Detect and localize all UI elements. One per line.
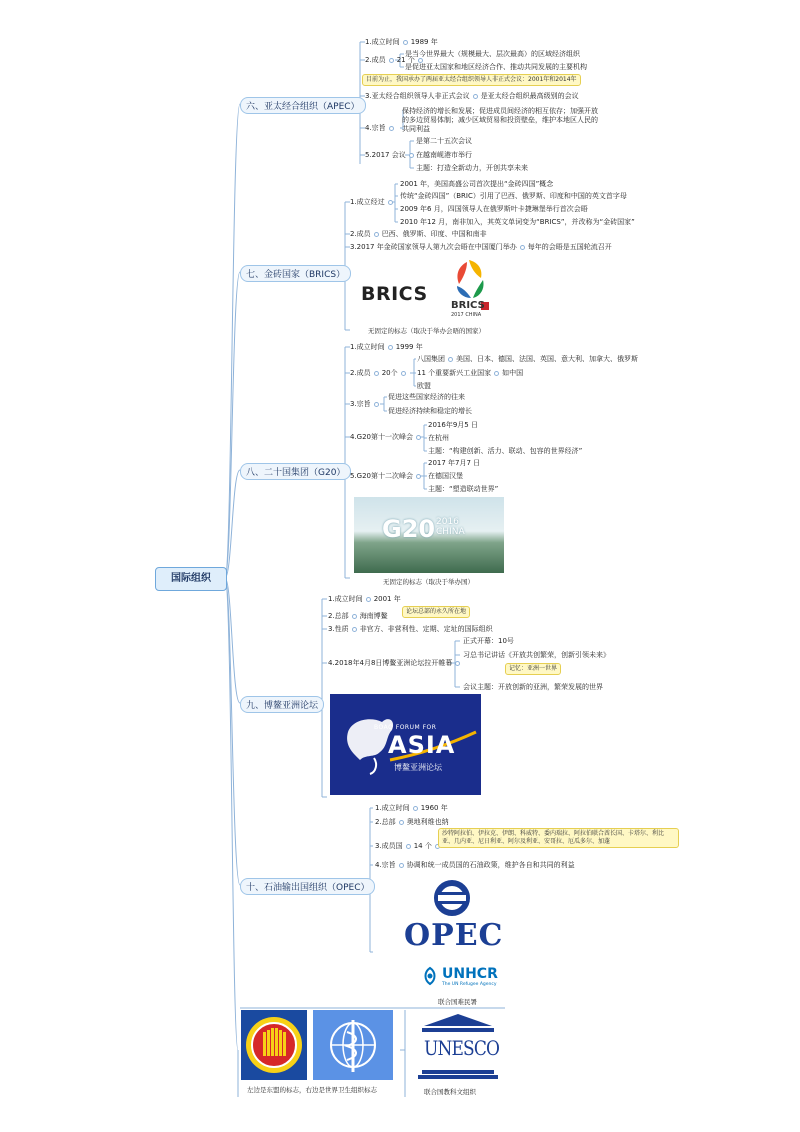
brics-2017-logo: BRICS 2017 CHINA — [445, 256, 501, 322]
brics-process-4: 2010 年12 月，南非加入，其英文单词变为“BRICS”，并改称为“金砖国家” — [400, 218, 635, 226]
node-dot-icon — [409, 153, 414, 158]
node-dot-icon — [406, 844, 411, 849]
unhcr-caption: 联合国难民署 — [438, 998, 477, 1006]
unhcr-logo: UNHCR The UN Refugee Agency — [420, 962, 504, 990]
brics-summit-row — [350, 243, 612, 252]
node-dot-icon — [366, 597, 371, 602]
boao-event3: 会议主题：开放创新的亚洲，繁荣发展的世界 — [463, 683, 603, 691]
g20-founded-value: 1999 年 — [395, 343, 423, 351]
node-dot-icon — [416, 474, 421, 479]
brics-caption: 无固定的标志（取决于举办会晤的国家） — [368, 327, 485, 335]
g20-s11-label: 4.G20第十一次峰会 — [350, 433, 424, 442]
branch-g20[interactable]: 八、二十国集团（G20） — [240, 463, 351, 480]
unhcr-emblem-icon — [422, 966, 438, 986]
apec-2017-item2: 在越南岘港市举行 — [416, 151, 472, 159]
opec-hq-value: 奥地利维也纳 — [406, 818, 449, 826]
g20-g8-label: 八国集团 — [417, 355, 445, 363]
boao-nature-value: 非官方、非营利性、定期、定址的国际组织 — [359, 625, 493, 633]
g20-founded-label: 1.成立时间 — [350, 343, 385, 351]
boao-event1: 正式开幕：10号 — [463, 637, 514, 645]
apec-meeting-desc: 是亚太经合组织最高级别的会议 — [480, 92, 579, 100]
g20-members-row — [350, 369, 409, 378]
node-dot-icon — [403, 40, 408, 45]
brics-logo-plain: BRICS — [353, 263, 433, 321]
g20-members-count: 20个 — [381, 369, 398, 377]
g20-hangzhou-photo: G20 2016 CHINA — [354, 497, 504, 573]
boao-hq-label: 2.总部 — [328, 612, 349, 620]
apec-member-desc2: 是促进亚太国家和地区经济合作、推动共同发展的主要机构 — [405, 63, 587, 71]
node-dot-icon — [473, 94, 478, 99]
opec-purpose-value: 协调和统一成员国的石油政策，维护各自和共同的利益 — [406, 861, 575, 869]
boao-hq-value: 海南博鳌 — [359, 612, 388, 620]
node-dot-icon — [399, 863, 404, 868]
g20-em-row — [417, 369, 523, 378]
boao-event-label: 4.2018年4月8日博鳌亚洲论坛拉开帷幕 — [328, 659, 463, 668]
boao-nature-label: 3.性质 — [328, 625, 349, 633]
boao-logo: BOAO FORUM FOR ASIA 博鳌亚洲论坛 — [330, 694, 481, 795]
apec-2017-item1: 是第二十五次会议 — [416, 137, 472, 145]
apec-note: 目前为止，我国承办了两届亚太经合组织领导人非正式会议：2001年和2014年 — [362, 74, 581, 86]
apec-purpose-line3: 共同利益 — [402, 125, 430, 133]
opec-members-note: 沙特阿拉伯、伊拉克、伊朗、科威特、委内瑞拉、阿拉伯联合酋长国、卡塔尔、利比亚、几内亚、尼日利亚、阿尔及利亚、安哥拉、厄瓜多尔、加蓬 — [438, 828, 679, 848]
node-dot-icon — [413, 806, 418, 811]
brics-members-value: 巴西、俄罗斯、印度、中国和南非 — [381, 230, 487, 238]
apec-purpose-label: 4.宗旨 — [365, 124, 397, 133]
apec-2017-item3: 主题：打造全新动力，开创共享未来 — [416, 164, 528, 172]
asean-logo — [241, 1010, 307, 1080]
apec-members-count: 21 个 — [396, 56, 415, 64]
apec-founded-row — [365, 38, 438, 47]
boao-founded-label: 1.成立时间 — [328, 595, 363, 603]
apec-member-desc1: 是当今世界最大（规模最大、层次最高）的区域经济组织 — [405, 50, 580, 58]
node-dot-icon — [401, 371, 406, 376]
opec-members-count: 14 个 — [413, 842, 432, 850]
node-dot-icon — [388, 200, 393, 205]
g20-purpose2: 促进经济持续和稳定的增长 — [388, 407, 472, 415]
g20-caption: 无固定的标志（取决于举办国） — [383, 578, 474, 586]
g20-s12-label: 5.G20第十二次峰会 — [350, 472, 424, 481]
g20-purpose-label: 3.宗旨 — [350, 400, 382, 409]
opec-logo: OPEC — [376, 874, 528, 954]
brics-process-label: 1.成立经过 — [350, 198, 396, 207]
opec-founded-row — [375, 804, 448, 813]
boao-founded-value: 2001 年 — [373, 595, 401, 603]
boao-founded-row — [328, 595, 401, 604]
g20-g8-row — [417, 355, 638, 364]
opec-members-label: 3.成员国 — [375, 842, 403, 850]
brics-summit-note: 每年的会晤是五国轮流召开 — [527, 243, 612, 251]
g20-g8-list: 美国、日本、德国、法国、英国、意大利、加拿大、俄罗斯 — [456, 355, 638, 363]
boao-event2: 习总书记讲话《开放共创繁荣，创新引领未来》 — [463, 651, 610, 659]
branch-opec[interactable]: 十、石油输出国组织（OPEC） — [240, 878, 375, 895]
unesco-logo: UNESCO — [412, 1012, 504, 1080]
boao-event2-note: 记忆：亚洲一世界 — [505, 663, 561, 675]
apec-meeting-label: 3.亚太经合组织领导人非正式会议 — [365, 92, 470, 100]
brics-process-1: 2001 年，美国高盛公司首次提出“金砖四国”概念 — [400, 180, 554, 188]
g20-members-label: 2.成员 — [350, 369, 371, 377]
brics-process-2: 传统“金砖四国”（BRIC）引用了巴西、俄罗斯、印度和中国的英文首字母 — [400, 192, 627, 200]
opec-hq-row — [375, 818, 449, 827]
boao-nature-row — [328, 625, 493, 634]
apec-purpose-line1: 保持经济的增长和发展；促进成员间经济的相互依存；加强开放 — [402, 107, 598, 115]
brics-members-row — [350, 230, 487, 239]
asean-who-caption: 左边是东盟的标志，右边是世界卫生组织标志 — [247, 1086, 377, 1094]
node-dot-icon — [520, 245, 525, 250]
apec-founded-value: 1989 年 — [410, 38, 438, 46]
brics-summit-label: 3.2017 年金砖国家领导人第九次会晤在中国厦门举办 — [350, 243, 517, 251]
node-dot-icon — [352, 614, 357, 619]
node-dot-icon — [416, 435, 421, 440]
node-dot-icon — [374, 402, 379, 407]
apec-2017-label: 5.2017 会议 — [365, 151, 417, 160]
boao-hq-note: 论坛总部的永久所在地 — [402, 606, 470, 618]
brics-process-3: 2009 年6 月，四国领导人在俄罗斯叶卡捷琳堡举行首次会晤 — [400, 205, 588, 213]
node-dot-icon — [399, 820, 404, 825]
node-dot-icon — [374, 371, 379, 376]
opec-founded-label: 1.成立时间 — [375, 804, 410, 812]
opec-founded-value: 1960 年 — [420, 804, 448, 812]
g20-s11-place: 在杭州 — [428, 434, 449, 442]
g20-s12-theme: 主题：“塑造联动世界” — [428, 485, 499, 493]
node-dot-icon — [455, 661, 460, 666]
brics-members-label: 2.成员 — [350, 230, 371, 238]
opec-purpose-row — [375, 861, 575, 870]
branch-boao[interactable]: 九、博鳌亚洲论坛 — [240, 696, 324, 713]
node-dot-icon — [389, 58, 394, 63]
branch-brics[interactable]: 七、金砖国家（BRICS） — [240, 265, 351, 282]
g20-founded-row — [350, 343, 423, 352]
branch-apec[interactable]: 六、亚太经合组织（APEC） — [240, 97, 366, 114]
who-emblem-icon — [313, 1010, 393, 1080]
apec-purpose-line2: 的多边贸易体制；减少区域贸易和投资壁垒，维护本地区人民的 — [402, 116, 598, 124]
opec-hq-label: 2.总部 — [375, 818, 396, 826]
g20-s12-date: 2017 年7月7 日 — [428, 459, 481, 467]
g20-em-label: 11 个重要新兴工业国家 — [417, 369, 492, 377]
unesco-caption: 联合国教科文组织 — [424, 1088, 476, 1096]
root-node[interactable]: 国际组织 — [155, 567, 227, 591]
apec-founded-label: 1.成立时间 — [365, 38, 400, 46]
node-dot-icon — [388, 345, 393, 350]
node-dot-icon — [494, 371, 499, 376]
boao-hq-row — [328, 612, 388, 621]
apec-members-label: 2.成员 — [365, 56, 386, 64]
g20-s12-place: 在德国汉堡 — [428, 472, 463, 480]
node-dot-icon — [389, 126, 394, 131]
node-dot-icon — [352, 627, 357, 632]
asean-emblem-icon — [241, 1010, 307, 1080]
apec-meeting-row — [365, 92, 579, 101]
g20-s11-date: 2016年9月5 日 — [428, 421, 478, 429]
g20-purpose1: 促进这些国家经济的往来 — [388, 393, 465, 401]
who-logo — [313, 1010, 393, 1080]
opec-purpose-label: 4.宗旨 — [375, 861, 396, 869]
node-dot-icon — [448, 357, 453, 362]
opec-members-row — [375, 842, 443, 851]
g20-eu: 欧盟 — [417, 382, 431, 390]
node-dot-icon — [374, 232, 379, 237]
g20-em-example: 如中国 — [502, 369, 524, 377]
g20-s11-theme: 主题：“构建创新、活力、联动、包容的世界经济” — [428, 447, 583, 455]
